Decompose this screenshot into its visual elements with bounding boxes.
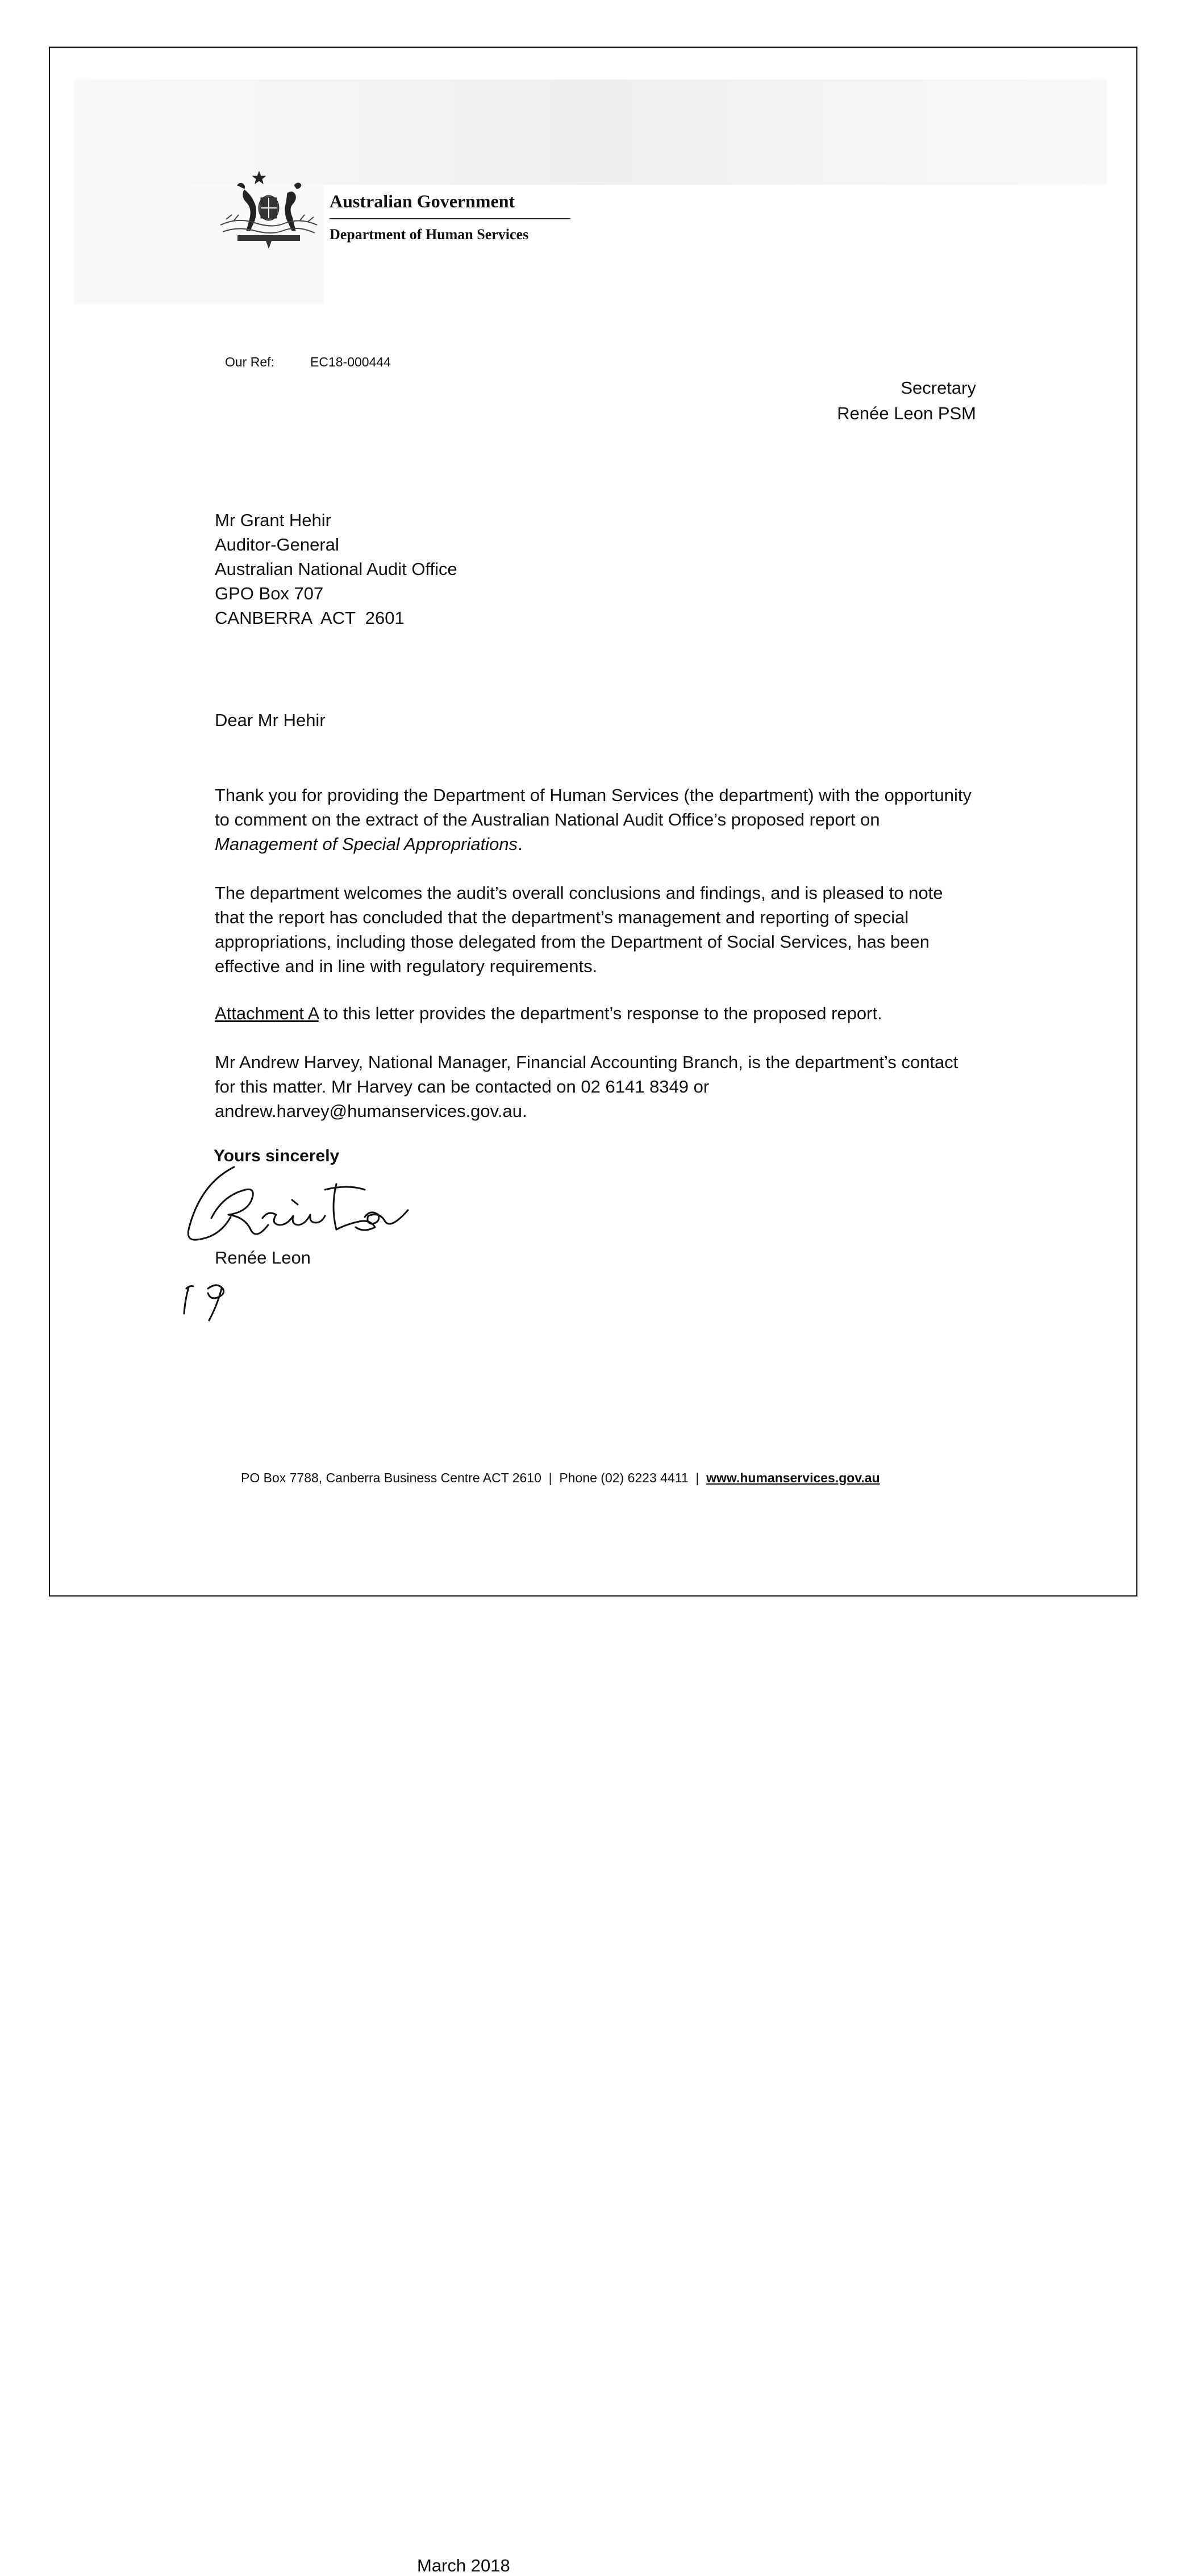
government-name: Australian Government [330, 191, 515, 211]
footer-website-link[interactable]: www.humanservices.gov.au [706, 1470, 880, 1485]
recipient-address [215, 508, 457, 630]
paragraph-attachment [215, 1001, 976, 1026]
paragraph-thanks-start: Thank you for providing the Department of Human Services (the department) with the opportunity to comment on the extract of the Australian National Audit Office’s proposed report on [215, 785, 972, 830]
letterhead-divider [330, 218, 570, 219]
recipient-city: CANBERRA ACT 2601 [215, 608, 405, 628]
department-name: Department of Human Services [330, 226, 529, 243]
handwritten-day [181, 1276, 232, 1322]
recipient-name: Mr Grant Hehir [215, 510, 331, 530]
reference-label: Our Ref: [225, 355, 274, 369]
reference-value: EC18-000444 [310, 355, 391, 369]
sender-block [837, 375, 976, 426]
sender-name: Renée Leon PSM [837, 403, 976, 423]
report-title: Management of Special Appropriations [215, 834, 518, 854]
coat-of-arms-icon [215, 168, 323, 253]
sender-title: Secretary [901, 378, 976, 398]
paragraph-thanks [215, 783, 976, 856]
recipient-postbox: GPO Box 707 [215, 583, 324, 603]
closing: Yours sincerely [214, 1147, 340, 1165]
paragraph-contact: Mr Andrew Harvey, National Manager, Financial Accounting Branch, is the department’s contact for this matter. Mr Harvey can be contacted on 02 6141 8349 or andrew.harvey@humanservices.gov.au. [215, 1052, 958, 1121]
recipient-position: Auditor-General [215, 535, 339, 555]
signer-name: Renée Leon [215, 1248, 311, 1268]
footer-address-phone: PO Box 7788, Canberra Business Centre ACT 2610 | Phone (02) 6223 4411 | [241, 1470, 707, 1485]
attachment-a-link[interactable]: Attachment A [215, 1003, 319, 1023]
paragraph-findings: The department welcomes the audit’s overall conclusions and findings, and is pleased to note that the report has concluded that the department’s management and reporting of special appropriations, including those delegated from the Department of Social Services, has been effective and in line with regulatory requirements. [215, 883, 943, 976]
footer [241, 1470, 880, 1486]
date-month-year: March 2018 [417, 2556, 510, 2575]
recipient-organisation: Australian National Audit Office [215, 559, 457, 579]
paragraph-attachment-rest: to this letter provides the department’s response to the proposed report. [318, 1003, 882, 1023]
paragraph-thanks-end: . [518, 834, 523, 854]
salutation: Dear Mr Hehir [215, 710, 326, 730]
handwritten-signature [177, 1150, 433, 1252]
